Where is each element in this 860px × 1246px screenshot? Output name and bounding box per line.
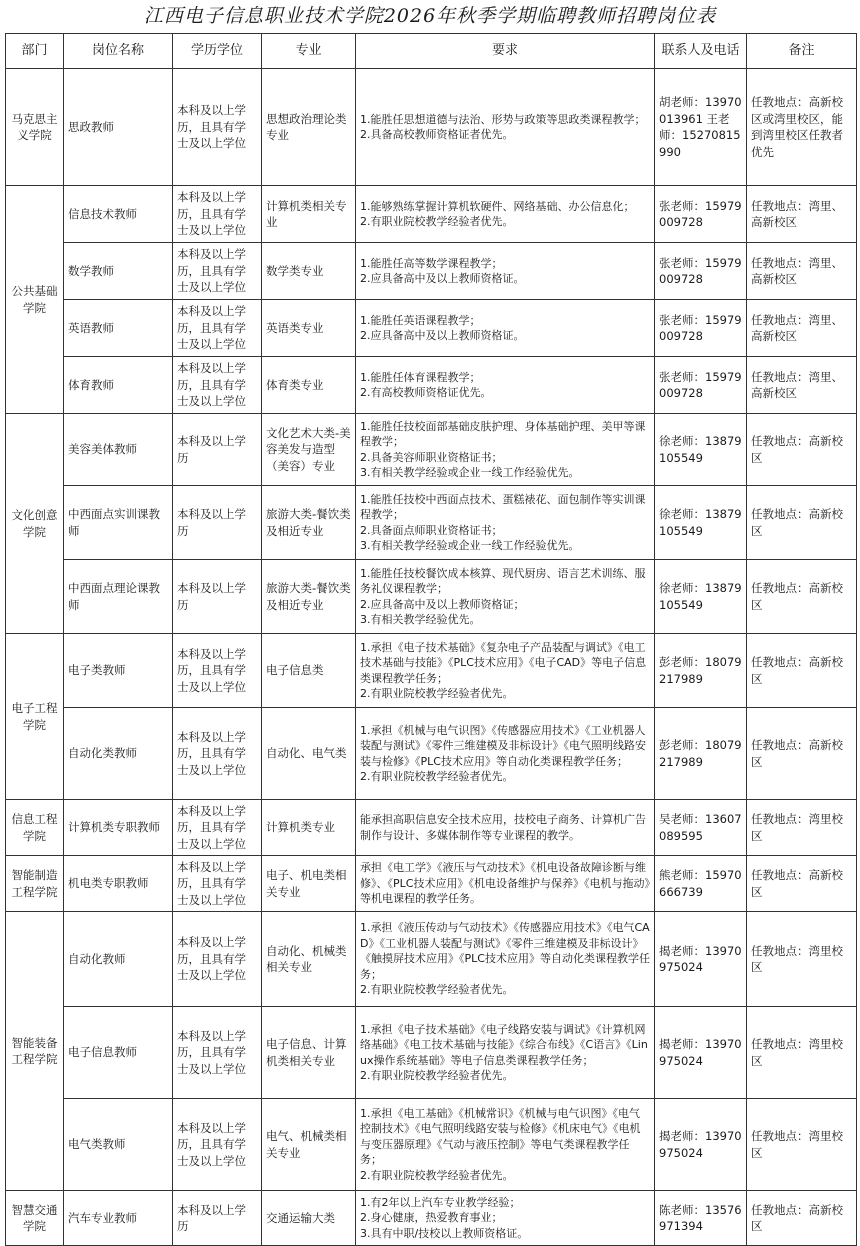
education-cell: 本科及以上学历，且具有学士及以上学位 <box>173 634 262 708</box>
table-row <box>6 300 857 357</box>
requirements-cell <box>356 800 655 856</box>
requirement-line: 1.承担《液压传动与气动技术》《传感器应用技术》《电气CAD》《工业机器人装配与测试》《零件三维建模及非标设计》《触摸屏技术应用》《PLC技术应用》等自动化类课程教学任务； <box>360 921 650 981</box>
contact-cell: 揭老师：13970975024 <box>655 1099 747 1191</box>
requirements-cell <box>356 414 655 486</box>
contact-cell: 张老师：15979009728 <box>655 243 747 300</box>
requirement-line: 1.能胜任技校中西面点技术、蛋糕裱花、面包制作等实训课程教学； <box>360 492 646 521</box>
contact-cell: 胡老师：13970013961 王老师：15270815990 <box>655 69 747 186</box>
major-cell: 体育类专业 <box>262 357 356 414</box>
header-dept: 部门 <box>6 34 64 69</box>
note-cell: 任教地点：高新校区 <box>747 560 857 634</box>
note-cell: 任教地点：高新校区 <box>747 486 857 560</box>
requirement-line: 2.身心健康，热爱教育事业； <box>360 1211 503 1225</box>
note-cell: 任教地点：湾里、高新校区 <box>747 243 857 300</box>
table-row <box>6 1191 857 1246</box>
post-cell: 电子信息教师 <box>64 1007 173 1099</box>
post-cell: 美容美体教师 <box>64 414 173 486</box>
post-cell: 机电类专职教师 <box>64 856 173 912</box>
education-cell: 本科及以上学历，且具有学士及以上学位 <box>173 1007 262 1099</box>
requirement-line: 3.有相关教学经验或企业一线工作经验优先。 <box>360 539 580 552</box>
note-cell: 任教地点：高新校区 <box>747 414 857 486</box>
post-cell: 自动化教师 <box>64 912 173 1007</box>
requirements-cell <box>356 1191 655 1246</box>
requirements-cell <box>356 300 655 357</box>
major-cell: 旅游大类-餐饮类及相近专业 <box>262 560 356 634</box>
header-note: 备注 <box>747 34 857 69</box>
note-cell: 任教地点：湾里校区 <box>747 1099 857 1191</box>
education-cell: 本科及以上学历，且具有学士及以上学位 <box>173 243 262 300</box>
requirement-line: 2.有高校教师资格证优先。 <box>360 386 492 399</box>
requirements-cell <box>356 912 655 1007</box>
requirement-line: 1.能胜任技校餐饮成本核算、现代厨房、语言艺术训练、服务礼仪课程教学； <box>360 566 646 595</box>
major-cell: 计算机类专业 <box>262 800 356 856</box>
dept-cell: 智慧交通学院 <box>6 1191 64 1246</box>
post-cell: 体育教师 <box>64 357 173 414</box>
post-cell: 思政教师 <box>64 69 173 186</box>
table-row <box>6 69 857 186</box>
table-row <box>6 912 857 1007</box>
dept-cell: 马克思主义学院 <box>6 69 64 186</box>
requirements-cell <box>356 357 655 414</box>
education-cell: 本科及以上学历 <box>173 486 262 560</box>
note-cell: 任教地点：高新校区 <box>747 1191 857 1246</box>
table-row <box>6 486 857 560</box>
note-cell: 任教地点：湾里校区 <box>747 1007 857 1099</box>
requirements-cell <box>356 243 655 300</box>
dept-cell: 公共基础学院 <box>6 186 64 414</box>
requirements-cell <box>356 560 655 634</box>
contact-cell: 揭老师：13970975024 <box>655 912 747 1007</box>
contact-cell: 徐老师：13879105549 <box>655 486 747 560</box>
table-row <box>6 800 857 856</box>
contact-cell: 熊老师：15970666739 <box>655 856 747 912</box>
contact-cell: 张老师：15979009728 <box>655 357 747 414</box>
table-row <box>6 634 857 708</box>
table-row <box>6 1007 857 1099</box>
requirements-cell <box>356 486 655 560</box>
header-contact: 联系人及电话 <box>655 34 747 69</box>
requirement-line: 1.能胜任思想道德与法治、形势与政策等思政类课程教学； <box>360 112 646 126</box>
post-cell: 自动化类教师 <box>64 708 173 800</box>
dept-cell: 智能装备工程学院 <box>6 912 64 1191</box>
dept-cell: 文化创意学院 <box>6 414 64 634</box>
note-cell: 任教地点：湾里、高新校区 <box>747 186 857 243</box>
requirement-line: 2.应具备高中及以上教师资格证。 <box>360 272 525 285</box>
requirement-line: 1.能胜任体育课程教学； <box>360 370 481 384</box>
table-row <box>6 856 857 912</box>
table-row <box>6 243 857 300</box>
education-cell: 本科及以上学历，且具有学士及以上学位 <box>173 912 262 1007</box>
education-cell: 本科及以上学历，且具有学士及以上学位 <box>173 1099 262 1191</box>
post-cell: 计算机类专职教师 <box>64 800 173 856</box>
major-cell: 电气、机械类相关专业 <box>262 1099 356 1191</box>
requirement-line: 3.有相关教学经验优先。 <box>360 613 481 626</box>
requirements-cell <box>356 1007 655 1099</box>
requirements-cell <box>356 708 655 800</box>
contact-cell: 揭老师：13970975024 <box>655 1007 747 1099</box>
contact-cell: 陈老师：13576971394 <box>655 1191 747 1246</box>
major-cell: 思想政治理论类专业 <box>262 69 356 186</box>
requirement-line: 1.承担《电子技术基础》《电子线路安装与调试》《计算机网络基础》《电工技术基础与技能》《综合布线》《C语言》《Linux操作系统基础》等电子信息类课程教学任务； <box>360 1022 648 1067</box>
education-cell: 本科及以上学历 <box>173 1191 262 1246</box>
contact-cell: 徐老师：13879105549 <box>655 414 747 486</box>
post-cell: 数学教师 <box>64 243 173 300</box>
major-cell: 电子信息、计算机类相关专业 <box>262 1007 356 1099</box>
table-header-row <box>6 34 857 69</box>
post-cell: 电气类教师 <box>64 1099 173 1191</box>
table-row <box>6 708 857 800</box>
education-cell: 本科及以上学历 <box>173 560 262 634</box>
major-cell: 自动化、电气类 <box>262 708 356 800</box>
major-cell: 文化艺术大类-美容美发与造型（美容）专业 <box>262 414 356 486</box>
note-cell: 任教地点：湾里、高新校区 <box>747 300 857 357</box>
requirement-line: 1.能胜任技校面部基础皮肤护理、身体基础护理、美甲等课程教学； <box>360 419 646 448</box>
requirement-line: 2.有职业院校教学经验者优先。 <box>360 687 514 700</box>
requirement-line: 2.应具备高中及以上教师资格证。 <box>360 329 525 342</box>
requirement-line: 1.承担《机械与电气识图》《传感器应用技术》《工业机器人装配与测试》《零件三维建模及非标设计》《电气照明线路安装与检修》《PLC技术应用》等自动化类课程教学任务； <box>360 723 646 768</box>
contact-cell: 彭老师：18079217989 <box>655 634 747 708</box>
requirement-line: 1.承担《电子技术基础》《复杂电子产品装配与调试》《电工技术基础与技能》《PLC技术应用》《电子CAD》等电子信息类课程教学任务； <box>360 640 647 685</box>
requirement-line: 1.有2年以上汽车专业教学经验； <box>360 1195 521 1209</box>
education-cell: 本科及以上学历，且具有学士及以上学位 <box>173 708 262 800</box>
requirement-line: 1.能胜任英语课程教学； <box>360 313 481 327</box>
dept-cell: 电子工程学院 <box>6 634 64 800</box>
recruitment-table <box>5 33 857 1246</box>
requirement-line: 2.应具备高中及以上教师资格证； <box>360 597 525 611</box>
requirement-line: 2.有职业院校教学经验者优先。 <box>360 1069 514 1082</box>
education-cell: 本科及以上学历，且具有学士及以上学位 <box>173 186 262 243</box>
header-requirements: 要求 <box>356 34 655 69</box>
major-cell: 电子信息类 <box>262 634 356 708</box>
table-body <box>6 69 857 1246</box>
requirement-line: 能承担高职信息安全技术应用，技校电子商务、计算机广告制作与设计、多媒体制作等专业课程的教学。 <box>360 813 646 842</box>
contact-cell: 张老师：15979009728 <box>655 300 747 357</box>
post-cell: 中西面点理论课教师 <box>64 560 173 634</box>
requirement-line: 3.具有中职/技校以上教师资格证。 <box>360 1226 529 1240</box>
requirements-cell <box>356 634 655 708</box>
requirement-line: 2.具备美容师职业资格证书； <box>360 450 503 464</box>
post-cell: 汽车专业教师 <box>64 1191 173 1246</box>
table-row <box>6 560 857 634</box>
table-row <box>6 186 857 243</box>
requirement-line: 1.能胜任高等数学课程教学； <box>360 256 503 270</box>
document-title: 江西电子信息职业技术学院2026年秋季学期临聘教师招聘岗位表 <box>143 5 717 27</box>
dept-cell: 信息工程学院 <box>6 800 64 856</box>
requirement-line: 2.有职业院校教学经验者优先。 <box>360 215 514 228</box>
post-cell: 信息技术教师 <box>64 186 173 243</box>
requirement-line: 3.有相关教学经验或企业一线工作经验优先。 <box>360 466 580 479</box>
major-cell: 旅游大类-餐饮类及相近专业 <box>262 486 356 560</box>
major-cell: 计算机类相关专业 <box>262 186 356 243</box>
header-education: 学历学位 <box>173 34 262 69</box>
education-cell: 本科及以上学历，且具有学士及以上学位 <box>173 856 262 912</box>
note-cell: 任教地点：湾里校区 <box>747 912 857 1007</box>
table-row <box>6 1099 857 1191</box>
requirements-cell <box>356 186 655 243</box>
education-cell: 本科及以上学历 <box>173 414 262 486</box>
requirements-cell <box>356 1099 655 1191</box>
requirement-line: 2.有职业院校教学经验者优先。 <box>360 770 514 783</box>
table-row <box>6 357 857 414</box>
requirement-line: 2.具备面点师职业资格证书； <box>360 523 503 537</box>
requirement-line: 2.具备高校教师资格证者优先。 <box>360 128 514 141</box>
post-cell: 英语教师 <box>64 300 173 357</box>
requirement-line: 2.有职业院校教学经验者优先。 <box>360 983 514 997</box>
contact-cell: 吴老师：13607089595 <box>655 800 747 856</box>
education-cell: 本科及以上学历，且具有学士及以上学位 <box>173 69 262 186</box>
major-cell: 数学类专业 <box>262 243 356 300</box>
note-cell: 任教地点：高新校区 <box>747 634 857 708</box>
table-row <box>6 414 857 486</box>
major-cell: 电子、机电类相关专业 <box>262 856 356 912</box>
education-cell: 本科及以上学历，且具有学士及以上学位 <box>173 800 262 856</box>
requirement-line: 承担《电工学》《液压与气动技术》《机电设备故障诊断与维修》、《PLC技术应用》《机电设备维护与保养》《电机与拖动》等机电课程的教学任务。 <box>360 861 650 906</box>
major-cell: 交通运输大类 <box>262 1191 356 1246</box>
contact-cell: 徐老师：13879105549 <box>655 560 747 634</box>
requirements-cell <box>356 856 655 912</box>
header-major: 专业 <box>262 34 356 69</box>
contact-cell: 彭老师：18079217989 <box>655 708 747 800</box>
requirement-line: 1.能够熟练掌握计算机软硬件、网络基础、办公信息化； <box>360 199 635 213</box>
requirement-line: 1.承担《电工基础》《机械常识》《机械与电气识图》《电气控制技术》《电气照明线路安装与检修》《机床电气》《电机与变压器原理》《气动与液压控制》等电气类课程教学任务； <box>360 1106 641 1167</box>
dept-cell: 智能制造工程学院 <box>6 856 64 912</box>
major-cell: 自动化、机械类相关专业 <box>262 912 356 1007</box>
contact-cell: 张老师：15979009728 <box>655 186 747 243</box>
header-post: 岗位名称 <box>64 34 173 69</box>
requirement-line: 2.有职业院校教学经验者优先。 <box>360 1168 514 1182</box>
post-cell: 电子类教师 <box>64 634 173 708</box>
education-cell: 本科及以上学历，且具有学士及以上学位 <box>173 357 262 414</box>
major-cell: 英语类专业 <box>262 300 356 357</box>
note-cell: 任教地点：湾里、高新校区 <box>747 357 857 414</box>
note-cell: 任教地点：高新校区 <box>747 856 857 912</box>
note-cell: 任教地点：高新校区或湾里校区，能到湾里校区任教者优先 <box>747 69 857 186</box>
note-cell: 任教地点：湾里校区 <box>747 800 857 856</box>
education-cell: 本科及以上学历，且具有学士及以上学位 <box>173 300 262 357</box>
note-cell: 任教地点：高新校区 <box>747 708 857 800</box>
requirements-cell <box>356 69 655 186</box>
post-cell: 中西面点实训课教师 <box>64 486 173 560</box>
